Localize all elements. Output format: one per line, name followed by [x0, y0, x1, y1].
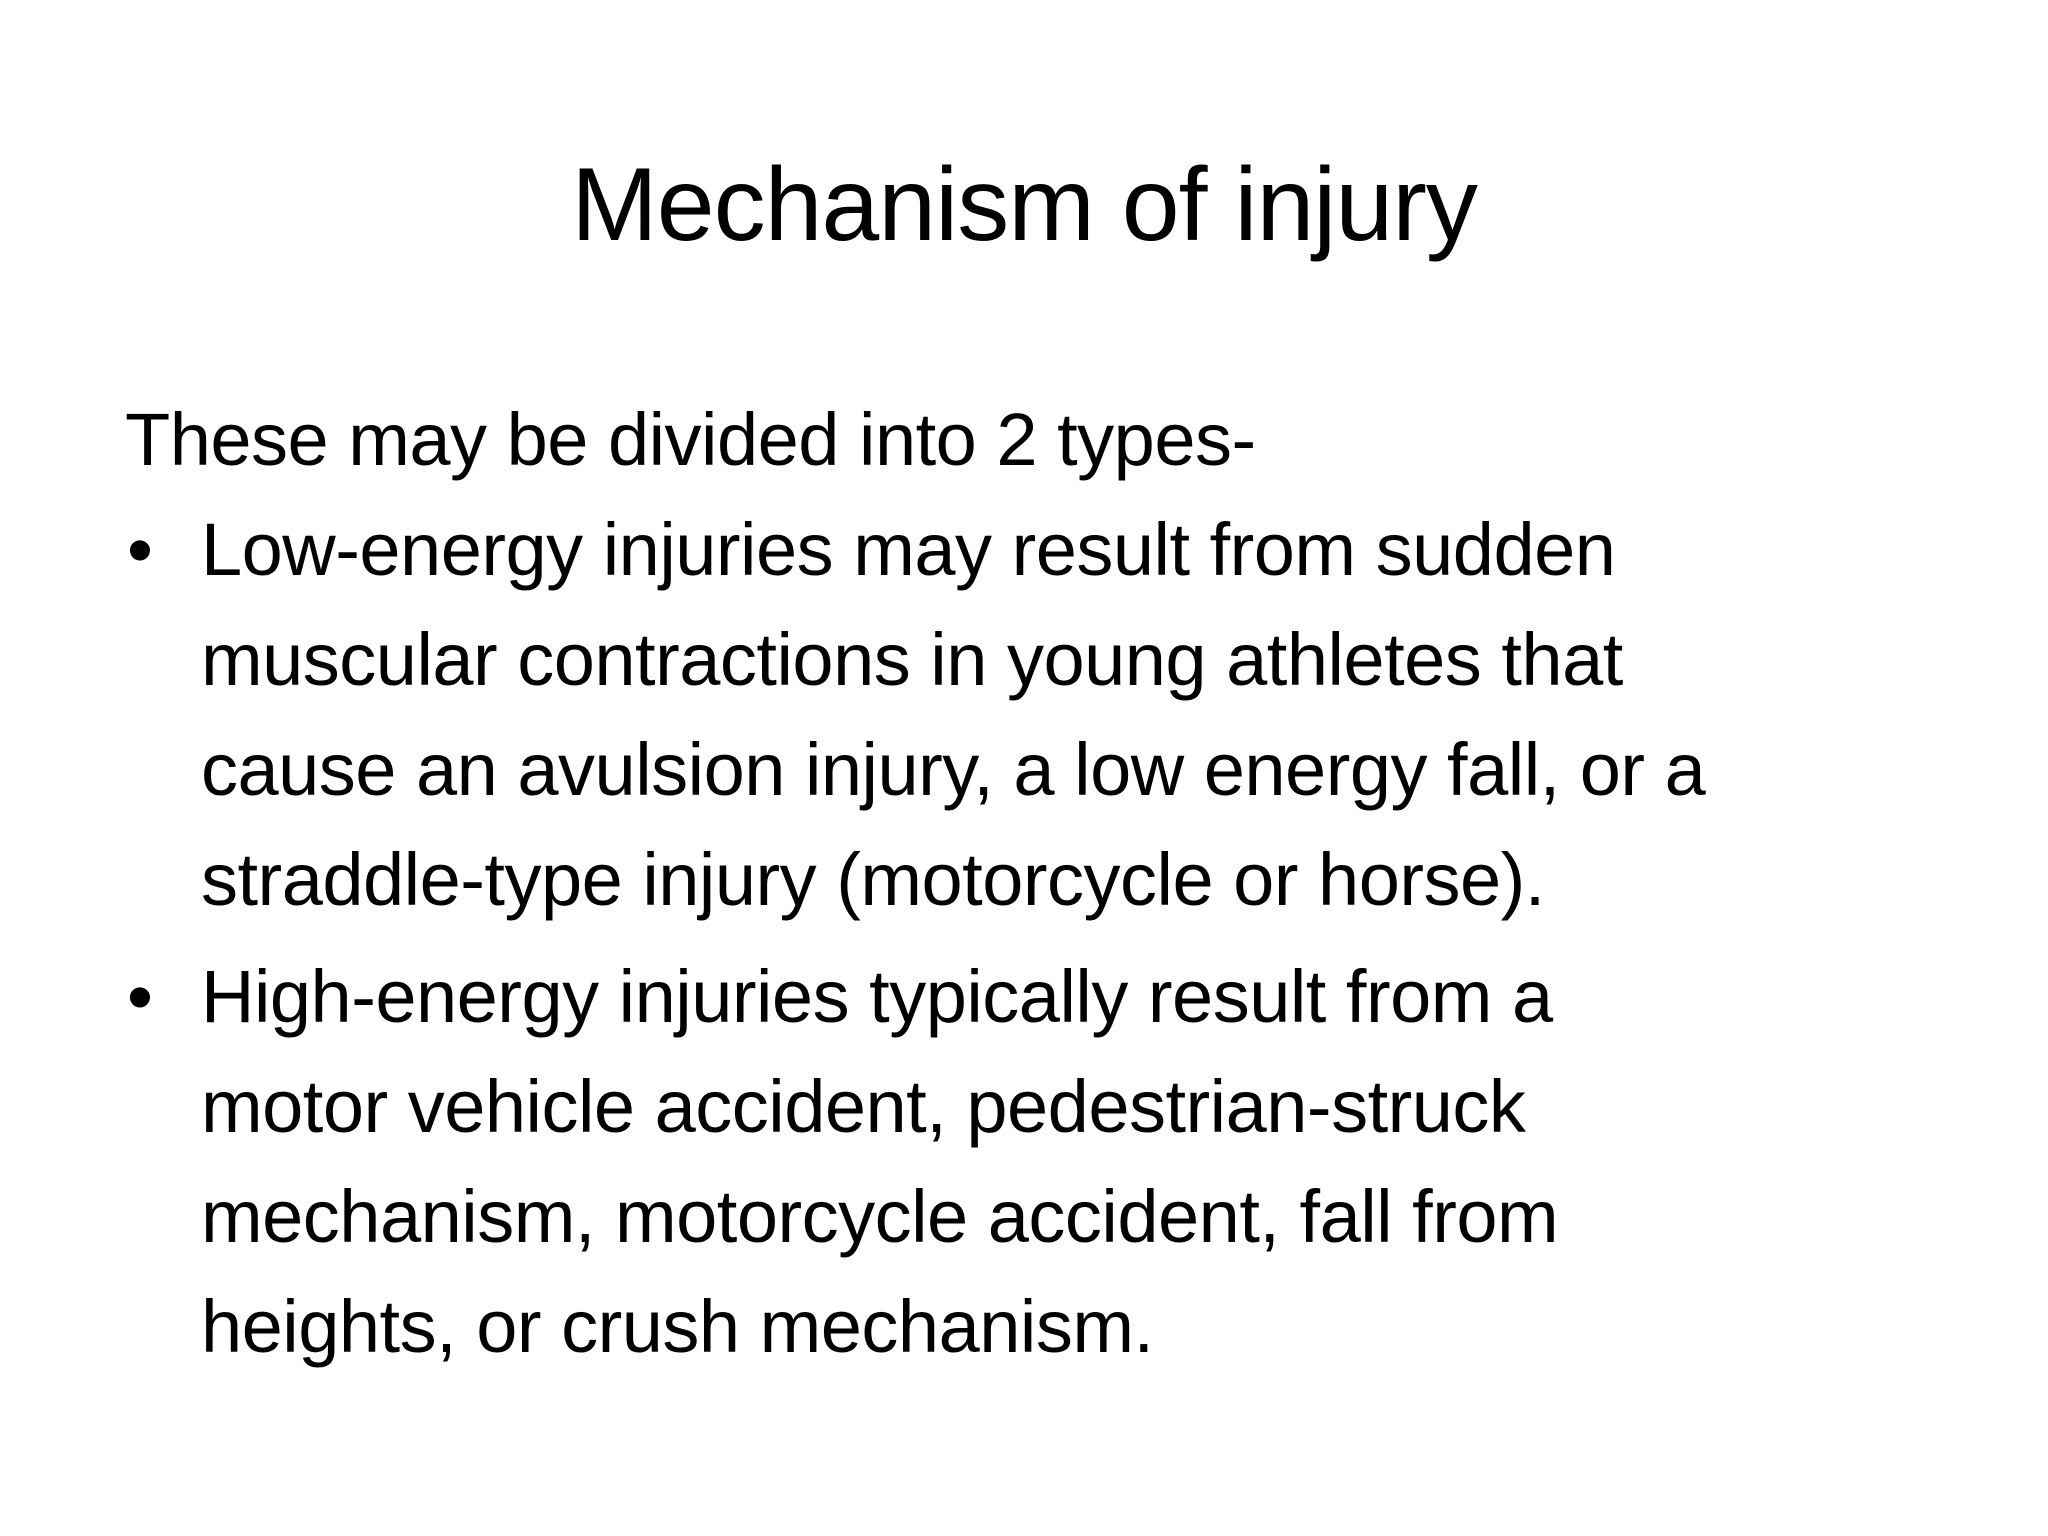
bullet-dot-icon: • — [127, 955, 153, 1038]
bullet-high-energy — [125, 942, 1925, 1382]
bullet-line: heights, or crush mechanism. — [201, 1285, 1154, 1368]
bullet-line: Low-energy injuries may result from sudden — [201, 508, 1616, 591]
intro-text: These may be divided into 2 types- — [125, 398, 1256, 481]
slide-body — [125, 385, 1925, 1382]
bullet-low-energy — [125, 495, 1925, 935]
bullet-line: cause an avulsion injury, a low energy fall, or a — [201, 728, 1706, 811]
bullet-line: mechanism, motorcycle accident, fall from — [201, 1175, 1559, 1258]
bullet-line: straddle-type injury (motorcycle or horse). — [201, 838, 1545, 921]
bullet-line: High-energy injuries typically result from a — [201, 955, 1553, 1038]
bullet-dot-icon: • — [127, 508, 153, 591]
slide-title: Mechanism of injury — [571, 147, 1477, 263]
bullet-line: motor vehicle accident, pedestrian-struck — [201, 1065, 1526, 1148]
bullet-list — [125, 495, 1925, 1382]
bullet-line: muscular contractions in young athletes that — [201, 618, 1623, 701]
